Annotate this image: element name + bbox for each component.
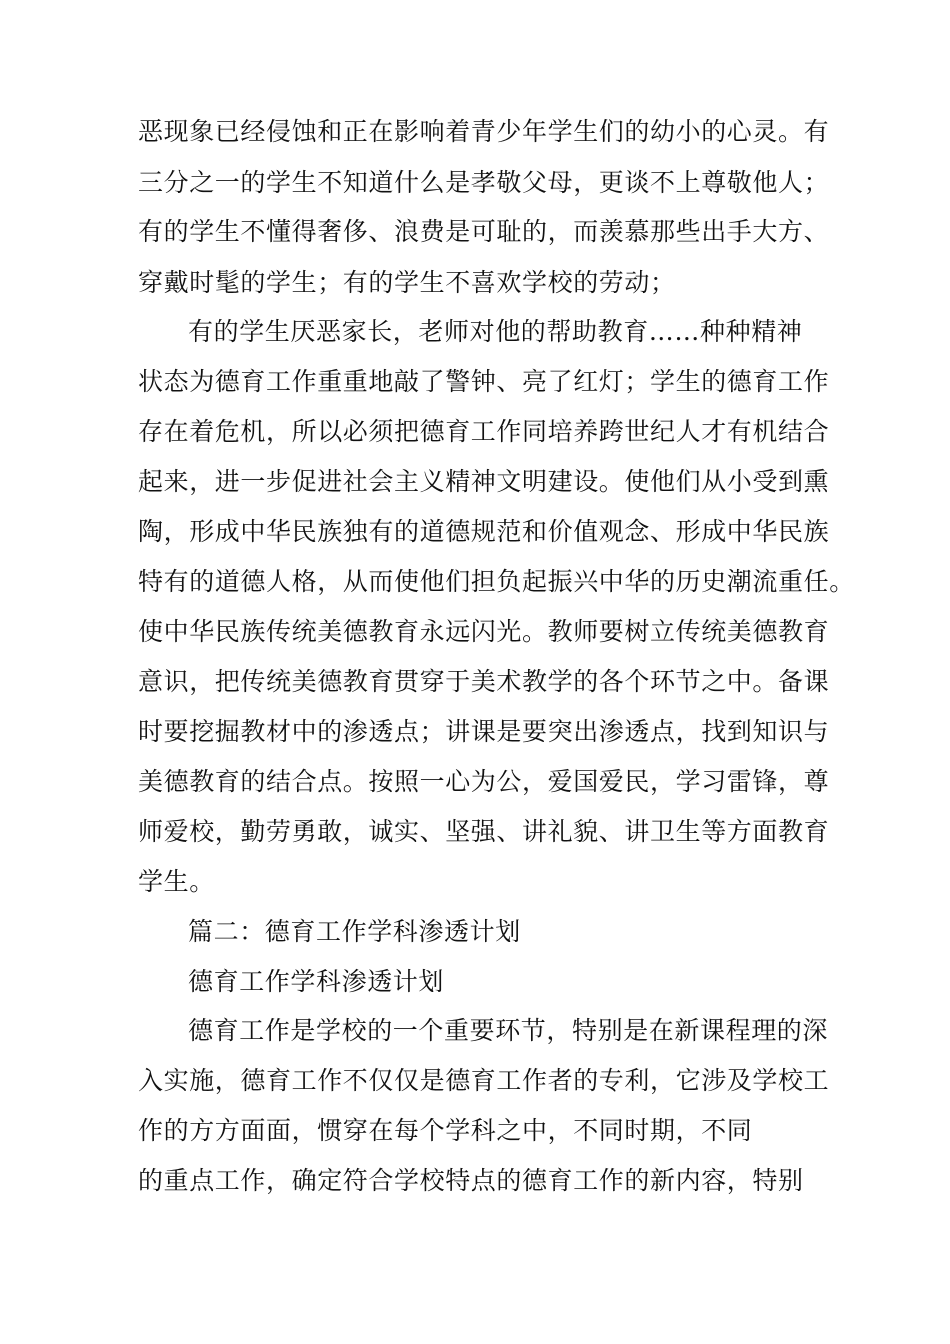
paragraph-first-line: 有的学生厌恶家长，老师对他的帮助教育……种种精神 xyxy=(188,317,803,346)
section-heading: 篇二：德育工作学科渗透计划 xyxy=(188,917,521,946)
text-line: 学生。 xyxy=(138,867,215,896)
text-line: 三分之一的学生不知道什么是孝敬父母，更谈不上尊敬他人； xyxy=(138,168,830,197)
text-line: 恶现象已经侵蚀和正在影响着青少年学生们的幼小的心灵。有 xyxy=(138,117,830,146)
text-line: 存在着危机，所以必须把德育工作同培养跨世纪人才有机结合 xyxy=(138,417,830,446)
text-line: 陶，形成中华民族独有的道德规范和价值观念、形成中华民族 xyxy=(138,517,830,546)
text-line: 师爱校，勤劳勇敢，诚实、坚强、讲礼貌、讲卫生等方面教育 xyxy=(138,817,830,846)
text-line: 意识，把传统美德教育贯穿于美术教学的各个环节之中。备课 xyxy=(138,667,830,696)
text-line: 入实施，德育工作不仅仅是德育工作者的专利，它涉及学校工 xyxy=(138,1066,830,1095)
text-line: 特有的道德人格，从而使他们担负起振兴中华的历史潮流重任。 xyxy=(138,567,855,596)
text-line: 美德教育的结合点。按照一心为公，爱国爱民，学习雷锋，尊 xyxy=(138,767,830,796)
text-line: 使中华民族传统美德教育永远闪光。教师要树立传统美德教育 xyxy=(138,617,830,646)
text-line: 时要挖掘教材中的渗透点；讲课是要突出渗透点，找到知识与 xyxy=(138,717,830,746)
text-line: 穿戴时髦的学生；有的学生不喜欢学校的劳动； xyxy=(138,268,676,297)
paragraph-first-line: 德育工作是学校的一个重要环节，特别是在新课程理的深 xyxy=(188,1016,829,1045)
document-title: 德育工作学科渗透计划 xyxy=(188,967,445,996)
text-line: 状态为德育工作重重地敲了警钟、亮了红灯；学生的德育工作 xyxy=(138,367,830,396)
text-line: 作的方方面面，惯穿在每个学科之中，不同时期，不同 xyxy=(138,1116,753,1145)
text-line: 起来，进一步促进社会主义精神文明建设。使他们从小受到熏 xyxy=(138,467,830,496)
text-line: 有的学生不懂得奢侈、浪费是可耻的，而羡慕那些出手大方、 xyxy=(138,217,830,246)
text-line: 的重点工作，确定符合学校特点的德育工作的新内容，特别 xyxy=(138,1166,804,1195)
